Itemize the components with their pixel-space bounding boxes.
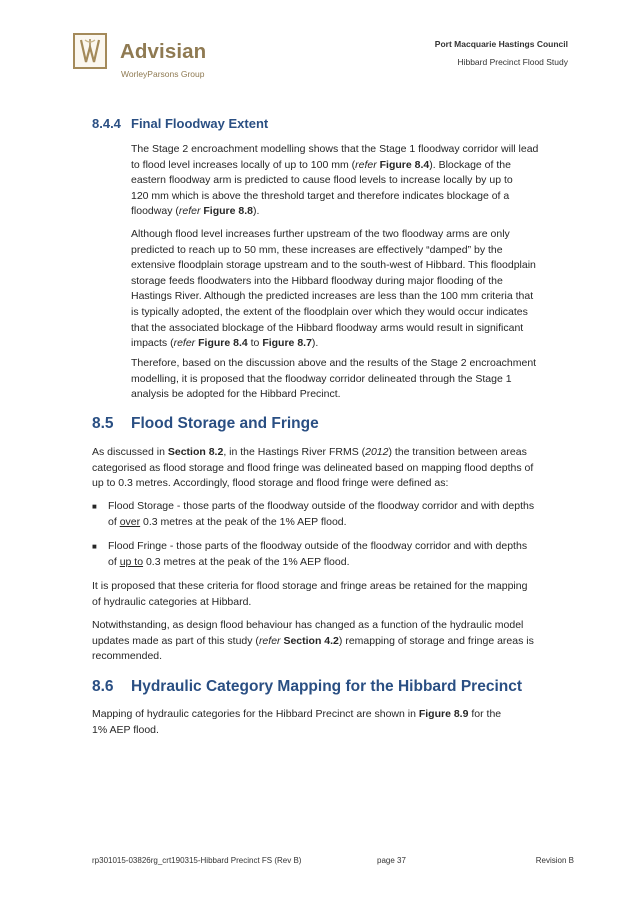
text-line: of: [108, 555, 120, 568]
text-line: extensive floodplain storage upstream and to the south-west of Hibbard. This floodplain: [131, 259, 536, 272]
section-number: 8.5: [92, 415, 114, 432]
text-line: to: [247, 337, 263, 350]
text-line: predicted to reach up to 50 mm, these increases are effectively “damped” by the: [131, 243, 503, 256]
figure-ref: Figure 8.9: [418, 708, 469, 720]
study-name: Hibbard Precinct Flood Study: [457, 57, 568, 67]
text-line: Flood Storage - those parts of the floodway outside of the floodway corridor and with depths: [108, 500, 535, 512]
text-italic: 2012: [365, 446, 389, 458]
text-line: up to 0.3 metres. Accordingly, flood storage and flood fringe were defined as:: [92, 477, 449, 490]
text-line: to flood level increases locally of up to 100 mm (: [131, 158, 356, 171]
text-line: It is proposed that these criteria for flood storage and fringe areas be retained for the mapping: [92, 580, 528, 592]
text-line: is typically adopted, the extent of the floodplain over which they would occur indicates: [131, 305, 528, 318]
text-line: Therefore, based on the discussion above and the results of the Stage 2 encroachment: [131, 357, 537, 369]
paragraph-notwithstanding: [92, 618, 576, 665]
heading-8-4-4: [92, 116, 268, 131]
figure-ref: Figure 8.4: [198, 337, 248, 350]
text-line: that the associated blockage of the Hibbard floodway arms would result in significant: [131, 321, 524, 334]
figure-ref: Figure 8.7: [262, 337, 312, 350]
bullet-icon: ■: [92, 502, 97, 511]
section-ref: Section 4.2: [283, 634, 339, 647]
paragraph-flood-level-upstream: [131, 227, 576, 352]
text-line: modelling, it is proposed that the floodway corridor delineated through the Stage 1: [131, 372, 512, 385]
figure-ref: Figure 8.8: [203, 205, 253, 218]
bullet-text: [108, 539, 576, 570]
bullet-flood-storage: [92, 499, 576, 530]
text-line: of hydraulic categories at Hibbard.: [92, 595, 252, 608]
text-line: 0.3 metres at the peak of the 1% AEP flood.: [140, 515, 347, 528]
footer-page-number: page 37: [377, 856, 406, 865]
text-line: ).: [311, 337, 319, 350]
brand-name: Advisian: [120, 40, 207, 63]
section-ref: Section 8.2: [167, 446, 224, 458]
section-title: Final Floodway Extent: [131, 116, 269, 131]
paragraph-proposed-criteria: [92, 579, 576, 610]
text-italic: refer: [178, 205, 201, 218]
text-line: updates made as part of this study (: [92, 634, 259, 647]
paragraph-floodway-stage2: [131, 142, 576, 220]
logo-mark-icon: [75, 35, 105, 67]
section-number: 8.4.4: [92, 116, 121, 131]
footer-document-id: rp301015-03826rg_crt190315-Hibbard Precinct FS (Rev B): [92, 856, 302, 865]
text-line: of: [108, 515, 120, 528]
text-line: 0.3 metres at the peak of the 1% AEP flood.: [143, 555, 350, 568]
paragraph-mapping: [92, 707, 576, 738]
section-number: 8.6: [92, 678, 114, 695]
text-line: As discussed in: [92, 446, 168, 458]
paragraph-therefore: [131, 356, 576, 403]
text-line: recommended.: [92, 650, 163, 663]
text-italic: refer: [258, 634, 281, 647]
text-line: ) the transition between areas: [388, 446, 527, 458]
text-line: for the: [468, 708, 502, 720]
text-italic: refer: [355, 158, 377, 171]
text-line: floodway (: [131, 205, 179, 218]
footer-revision: Revision B: [535, 856, 574, 865]
text-underline: up to: [119, 555, 144, 568]
text-line: ) remapping of storage and fringe areas is: [338, 634, 534, 647]
text-line: Although flood level increases further upstream of the two floodway arms are only: [131, 228, 510, 240]
text-line: ).: [252, 205, 260, 218]
text-line: , in the Hastings River FRMS (: [223, 446, 366, 458]
text-line: 120 mm which is above the threshold target and therefore indicates blockage of a: [131, 189, 510, 202]
client-name: Port Macquarie Hastings Council: [434, 39, 568, 49]
text-line: ). Blockage of the: [429, 158, 511, 171]
text-line: storage feeds floodwaters into the Hibbard floodway during major flooding of the: [131, 274, 503, 287]
text-line: Hastings River. Although the predicted increases are less than the 100 mm criteria that: [131, 290, 534, 303]
paragraph-as-discussed: [92, 445, 576, 492]
brand-subtitle: WorleyParsons Group: [121, 69, 205, 79]
bullet-text: [108, 499, 576, 530]
text-line: eastern floodway arm is predicted to cause flood levels to increase locally by up to: [131, 174, 513, 187]
text-line: Notwithstanding, as design flood behaviour has changed as a function of the hydraulic model: [92, 619, 524, 631]
text-line: Flood Fringe - those parts of the floodway outside of the floodway corridor and with depths: [108, 540, 528, 552]
text-line: analysis be adopted for the Hibbard Precinct.: [131, 388, 341, 401]
text-line: categorised as flood storage and flood fringe was delineated based on mapping flood depths of: [92, 461, 534, 474]
advisian-logo-icon: [73, 33, 107, 69]
bullet-icon: ■: [92, 542, 97, 551]
bullet-flood-fringe: [92, 539, 576, 570]
text-line: Mapping of hydraulic categories for the Hibbard Precinct are shown in: [92, 708, 419, 720]
figure-ref: Figure 8.4: [379, 158, 430, 171]
text-underline: over: [119, 515, 141, 528]
heading-8-6: [92, 678, 522, 696]
text-line: impacts (: [131, 337, 174, 350]
section-title: Hydraulic Category Mapping for the Hibbard Precinct: [131, 678, 523, 695]
section-title: Flood Storage and Fringe: [131, 415, 319, 432]
text-line: 1% AEP flood.: [92, 723, 159, 736]
text-line: The Stage 2 encroachment modelling shows that the Stage 1 floodway corridor will lead: [131, 143, 539, 155]
heading-8-5: [92, 415, 319, 433]
text-italic: refer: [173, 337, 196, 350]
